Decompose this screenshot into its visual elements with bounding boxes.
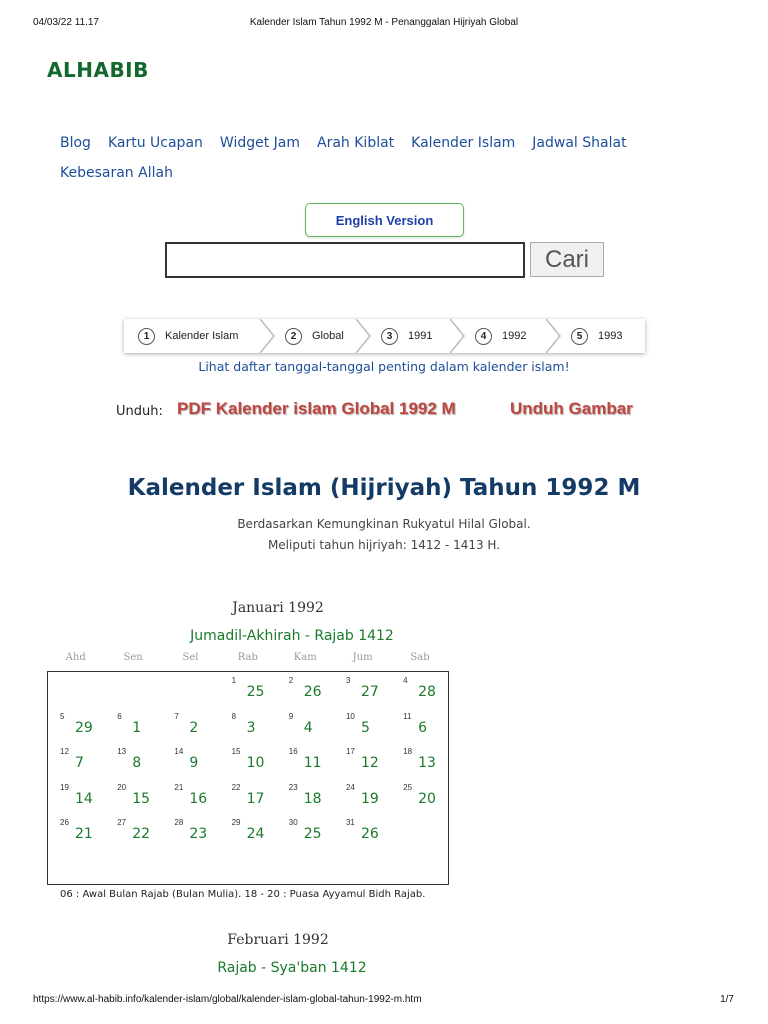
calendar-day — [51, 816, 108, 852]
page-title: Kalender Islam (Hijriyah) Tahun 1992 M — [127, 475, 641, 501]
calendar-day — [165, 710, 222, 746]
step-number: 5 — [571, 328, 588, 345]
calendar-day — [337, 745, 394, 781]
hijri-date: 25 — [246, 684, 265, 700]
calendar-day — [108, 745, 165, 781]
calendar-day — [337, 710, 394, 746]
weekday-label: Rab — [237, 652, 258, 663]
gregorian-date: 12 — [60, 747, 69, 756]
gregorian-date: 8 — [231, 711, 237, 721]
step-number: 4 — [475, 328, 492, 345]
hijri-date: 15 — [132, 790, 151, 807]
calendar-day — [108, 816, 165, 852]
calendar-day — [223, 745, 280, 781]
hijri-date: 3 — [246, 719, 256, 736]
weekday-label: Kam — [293, 652, 317, 663]
calendar-day — [394, 781, 451, 817]
hijri-date: 26 — [303, 684, 322, 700]
hijri-date: 20 — [418, 790, 436, 807]
main-nav — [60, 128, 700, 188]
gregorian-date: 10 — [345, 711, 355, 721]
pdf-download-link[interactable]: PDF Kalender islam Global 1992 M — [177, 399, 456, 418]
hijri-date: 10 — [246, 755, 265, 771]
calendar-day — [280, 816, 337, 852]
gregorian-date: 21 — [174, 782, 184, 792]
gregorian-date: 20 — [117, 782, 127, 792]
month-title: Februari 1992 — [227, 932, 329, 948]
hijri-date: 24 — [246, 826, 265, 842]
calendar-empty-cell — [108, 674, 165, 710]
weekday-header — [47, 652, 449, 663]
hijri-date: 4 — [303, 719, 313, 736]
hijri-date: 27 — [360, 684, 379, 700]
calendar-day — [280, 781, 337, 817]
hijri-date: 18 — [303, 790, 322, 807]
search-input[interactable] — [165, 242, 525, 278]
site-logo[interactable]: ALHABIB — [47, 58, 149, 82]
calendar-day — [223, 781, 280, 817]
gregorian-date: 31 — [345, 818, 355, 827]
hijri-date: 13 — [418, 755, 436, 771]
print-header — [0, 17, 768, 31]
nav-kebesaran-allah[interactable]: Kebesaran Allah — [60, 165, 173, 181]
breadcrumb-item-kalender-islam[interactable] — [124, 319, 271, 353]
hijri-date: 22 — [132, 826, 151, 842]
search-button[interactable]: Cari — [530, 242, 604, 277]
gregorian-date: 30 — [288, 818, 298, 827]
hijri-date: 11 — [303, 755, 322, 771]
step-number: 2 — [285, 328, 302, 345]
calendar-day — [223, 710, 280, 746]
gregorian-date: 5 — [60, 711, 65, 721]
gregorian-date: 14 — [174, 747, 184, 756]
subtitle-basis: Berdasarkan Kemungkinan Rukyatul Hilal Global. — [237, 517, 531, 531]
hijri-date: 21 — [75, 826, 93, 842]
hijri-date: 19 — [360, 790, 379, 807]
breadcrumb-item-1991[interactable] — [367, 319, 461, 353]
hijri-date: 23 — [189, 826, 208, 842]
hijri-date: 16 — [189, 790, 208, 807]
calendar-day — [51, 710, 108, 746]
download-label: Unduh: — [116, 404, 163, 419]
breadcrumb-label: Kalender Islam — [165, 330, 239, 342]
calendar-day — [337, 781, 394, 817]
gregorian-date: 15 — [231, 747, 241, 756]
calendar-empty-cell — [165, 674, 222, 710]
gregorian-date: 17 — [345, 747, 355, 756]
calendar-day — [165, 745, 222, 781]
hijri-month-title: Jumadil-Akhirah - Rajab 1412 — [190, 628, 394, 644]
nav-jadwal-shalat[interactable]: Jadwal Shalat — [532, 135, 627, 151]
breadcrumb-label: 1991 — [408, 330, 433, 342]
gregorian-date: 4 — [403, 676, 408, 685]
hijri-date: 25 — [303, 826, 322, 842]
gregorian-date: 19 — [60, 782, 69, 792]
print-title: Kalender Islam Tahun 1992 M - Penanggalan Hijriyah Global — [249, 17, 519, 28]
nav-kartu-ucapan[interactable]: Kartu Ucapan — [107, 135, 203, 151]
gregorian-date: 22 — [231, 782, 241, 792]
gregorian-date: 1 — [231, 676, 237, 685]
print-page-number: 1/7 — [720, 994, 734, 1005]
print-datetime: 04/03/22 11.17 — [33, 17, 99, 28]
calendar-day — [51, 745, 108, 781]
weekday-label: Sen — [123, 652, 143, 663]
print-footer — [0, 994, 768, 1008]
calendar-day — [51, 781, 108, 817]
gregorian-date: 29 — [231, 818, 241, 827]
important-dates-link[interactable]: Lihat daftar tanggal-tanggal penting dalam kalender islam! — [198, 359, 570, 374]
hijri-date: 9 — [189, 755, 199, 771]
calendar-day — [165, 781, 222, 817]
gregorian-date: 28 — [174, 818, 184, 827]
hijri-month-title: Rajab - Sya'ban 1412 — [217, 960, 367, 976]
breadcrumb — [124, 319, 645, 353]
calendar-day — [394, 710, 451, 746]
hijri-date: 29 — [75, 719, 93, 736]
calendar-day — [165, 816, 222, 852]
weekday-label: Ahd — [65, 652, 86, 663]
breadcrumb-label: 1992 — [502, 330, 527, 342]
hijri-date: 12 — [360, 755, 379, 771]
hijri-date: 28 — [418, 684, 436, 700]
gregorian-date: 27 — [117, 818, 127, 827]
calendar-empty-cell — [51, 674, 108, 710]
gregorian-date: 3 — [345, 676, 351, 685]
step-number: 1 — [138, 328, 155, 345]
gregorian-date: 24 — [345, 782, 355, 792]
image-download-link[interactable]: Unduh Gambar — [510, 399, 633, 418]
hijri-date: 2 — [189, 719, 199, 736]
calendar-note: 06 : Awal Bulan Rajab (Bulan Mulia). 18 - 20 : Puasa Ayyamul Bidh Rajab. — [60, 889, 426, 900]
calendar-day — [337, 816, 394, 852]
calendar-day — [280, 745, 337, 781]
breadcrumb-item-1993[interactable] — [557, 319, 645, 353]
gregorian-date: 11 — [403, 711, 412, 721]
calendar-day — [223, 816, 280, 852]
calendar-day — [108, 781, 165, 817]
breadcrumb-label: Global — [312, 330, 344, 342]
month-title: Januari 1992 — [232, 600, 324, 616]
english-version-button[interactable]: English Version — [305, 203, 464, 237]
hijri-date: 1 — [132, 719, 142, 736]
weekday-label: Sel — [182, 652, 199, 663]
breadcrumb-label: 1993 — [598, 330, 623, 342]
calendar-grid — [47, 671, 449, 885]
step-number: 3 — [381, 328, 398, 345]
gregorian-date: 9 — [288, 711, 294, 721]
print-url: https://www.al-habib.info/kalender-islam/global/kalender-islam-global-tahun-1992-m.htm — [33, 994, 422, 1005]
hijri-date: 8 — [132, 755, 142, 771]
breadcrumb-item-1992[interactable] — [461, 319, 557, 353]
gregorian-date: 2 — [288, 676, 294, 685]
gregorian-date: 6 — [117, 711, 122, 721]
weekday-label: Jum — [352, 652, 373, 663]
nav-arah-kiblat[interactable]: Arah Kiblat — [317, 135, 395, 151]
calendar-day — [280, 674, 337, 710]
gregorian-date: 7 — [174, 711, 179, 721]
calendar-day — [394, 674, 451, 710]
calendar-day — [280, 710, 337, 746]
gregorian-date: 16 — [288, 747, 298, 756]
hijri-date: 6 — [418, 719, 428, 736]
gregorian-date: 25 — [403, 782, 413, 792]
hijri-date: 5 — [360, 719, 370, 736]
calendar-day — [108, 710, 165, 746]
hijri-date: 17 — [246, 790, 265, 807]
hijri-date: 14 — [75, 790, 93, 807]
nav-blog[interactable]: Blog — [60, 135, 91, 151]
nav-kalender-islam[interactable]: Kalender Islam — [411, 135, 516, 151]
gregorian-date: 26 — [60, 818, 69, 827]
hijri-date: 7 — [75, 755, 84, 771]
hijri-date: 26 — [360, 826, 379, 842]
subtitle-hijri-range: Meliputi tahun hijriyah: 1412 - 1413 H. — [267, 538, 501, 552]
calendar-empty-cell — [394, 816, 451, 852]
gregorian-date: 23 — [288, 782, 298, 792]
nav-widget-jam[interactable]: Widget Jam — [219, 135, 301, 151]
calendar-day — [223, 674, 280, 710]
gregorian-date: 18 — [403, 747, 413, 756]
weekday-label: Sab — [410, 652, 430, 663]
breadcrumb-item-global[interactable] — [271, 319, 367, 353]
gregorian-date: 13 — [117, 747, 127, 756]
calendar-day — [394, 745, 451, 781]
calendar-day — [337, 674, 394, 710]
